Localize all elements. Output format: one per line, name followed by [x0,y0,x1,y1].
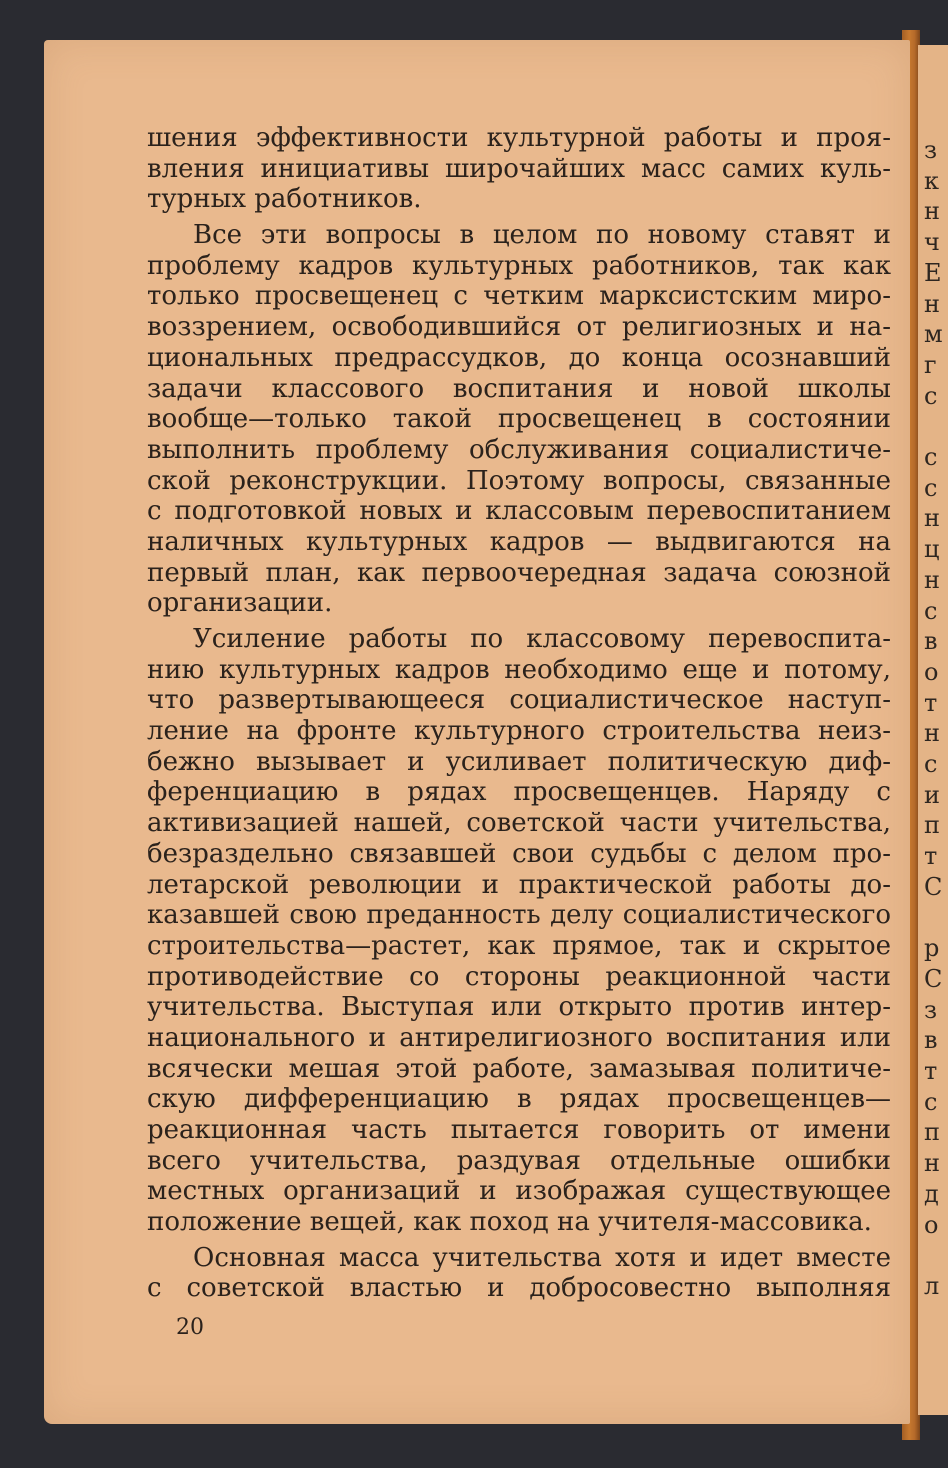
text-line: с советской властью и добросовестно выполняя [147,1273,891,1304]
page-text [147,123,891,1304]
text-line: ской реконструкции. Поэтому вопросы, связанные [147,465,891,496]
text-line: казавшей свою преданность делу социалистического [147,900,891,931]
text-line: турных работников. [147,184,422,215]
text-line: безраздельно связавшей свои судьбы с делом про- [147,838,891,869]
text-line: воззрением, освободившийся от религиозных и на- [147,312,891,343]
next-page-char: в [924,627,938,656]
text-line: нию культурных кадров необходимо еще и потому, [147,654,891,685]
text-line: Основная масса учительства хотя и идет вместе [193,1242,891,1273]
page-number: 20 [176,1315,204,1340]
next-page-char: к [924,166,939,195]
text-line: противодействие со стороны реакционной части [147,961,891,992]
next-page-char: ц [924,535,940,564]
text-line: задачи классового воспитания и новой школы [147,373,891,404]
text-line: учительства. Выступая или открыто против интер- [147,992,891,1023]
next-page-char: т [924,842,938,871]
text-line: положение вещей, как поход на учителя-массовика. [147,1207,872,1238]
text-line: вления инициативы широчайших масс самих куль- [147,153,891,184]
text-line: активизацией нашей, советской части учительства, [147,808,891,839]
text-line: первый план, как первоочередная задача союзной [147,557,891,588]
next-page-char: с [924,1087,938,1116]
text-line: только просвещенец с четким марксистским миро- [147,281,891,312]
text-line: строительства—растет, как прямое, так и скрытое [147,930,891,961]
text-line: реакционная часть пытается говорить от имени [147,1115,891,1145]
next-page-char: с [924,381,938,410]
text-line: скую дифференциацию в рядах просвещенцев— [147,1084,891,1115]
text-line: организации. [147,588,333,619]
next-page-char: н [924,504,940,533]
next-page-char: о [924,1210,939,1239]
next-page-char: с [924,443,938,471]
text-line: шения эффективности культурной работы и проя- [147,123,891,153]
paragraph [147,624,891,1238]
next-page-char: ч [924,228,940,257]
next-page-char: н [924,289,940,318]
text-line: местных организаций и изображая существующее [147,1176,891,1207]
text-line: наличных культурных кадров — выдвигаются на [147,526,891,557]
text-line: ференциацию в рядах просвещенцев. Наряду с [147,777,891,808]
next-page-char: с [924,750,938,778]
next-page-char: о [924,657,939,686]
next-page-char: Е [924,258,942,287]
text-line: проблему кадров культурных работников, так как [147,250,891,281]
text-line: с подготовкой новых и классовым перевоспитанием [147,496,891,527]
next-page-char: н [924,197,940,226]
next-page-char: С [924,964,943,993]
next-page-char: С [924,872,943,901]
text-line: всего учительства, раздувая отдельные ошибки [147,1145,891,1176]
next-page-char: м [924,320,943,349]
text-line: летарской революции и практической работы до- [147,869,891,900]
paragraph [147,1243,891,1304]
next-page-char: з [924,136,938,164]
next-page-char: в [924,1026,938,1055]
text-line: выполнить проблему обслуживания социалистиче- [147,434,891,465]
next-page-char: з [924,995,938,1024]
next-page-char: н [924,719,940,748]
next-page-char: и [924,780,940,809]
paragraph [147,220,891,619]
next-page-char: р [924,934,940,963]
text-line: что развертывающееся социалистическое наступ- [147,685,891,716]
next-page-char: с [924,473,938,502]
next-page-char: л [924,1271,940,1300]
next-page-edge [918,45,948,1415]
text-line: ление на фронте культурного строительства неиз- [147,716,891,747]
next-page-char: д [924,1179,939,1208]
next-page-char: т [924,1057,938,1085]
next-page-char: п [924,1118,940,1147]
next-page-char: н [924,565,940,594]
paragraph [147,123,891,215]
text-line: Усиление работы по классовому перевоспита- [193,624,891,654]
text-line: всячески мешая этой работе, замазывая политиче- [147,1053,891,1084]
next-page-char: т [924,688,938,717]
text-line: Все эти вопросы в целом по новому ставят и [193,220,891,251]
next-page-char: п [924,811,940,840]
next-page-char: г [924,350,937,379]
text-line: циональных предрассудков, до конца осознавший [147,342,891,373]
text-line: бежно вызывает и усиливает политическую диф- [147,746,891,777]
next-page-char: с [924,596,938,625]
text-line: вообще—только такой просвещенец в состоянии [147,404,891,435]
next-page-char: н [924,1149,940,1178]
text-line: национального и антирелигиозного воспитания или [147,1022,891,1053]
